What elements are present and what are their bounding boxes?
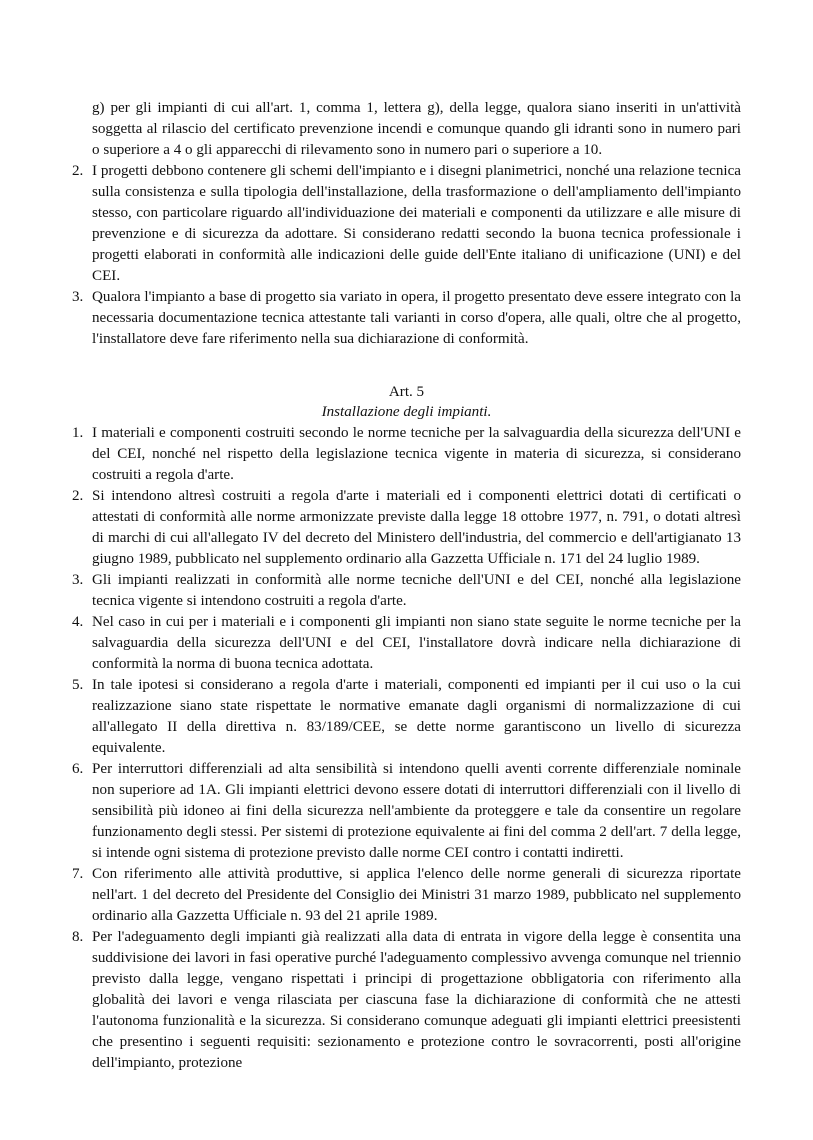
list-item-number: 2. <box>72 488 84 504</box>
list-item-number: 3. <box>72 289 84 305</box>
list-item <box>72 161 741 287</box>
article-heading: Art. 5 <box>388 384 425 400</box>
list-item-number: 8. <box>72 929 84 945</box>
list-item <box>72 423 741 486</box>
list-item <box>72 570 741 612</box>
list-item-text: Per interruttori differenziali ad alta sensibilità si intendono quelli aventi corrente differenziale nominale non superiore ad 1A. Gli impianti elettrici devono essere dotati di interruttori differenziali con il livello di sensibilità più idoneo ai fini della sicurezza nell'ambiente da proteggere e tale da consentire un regolare funzionamento degli stessi. Per sistemi di protezione equivalente ai fini del comma 2 dell'art. 7 della legge, si intende ogni sistema di protezione previsto dalle norme CEI contro i contatti indiretti. <box>92 761 741 861</box>
list-item-text: Qualora l'impianto a base di progetto sia variato in opera, il progetto presentato deve essere integrato con la necessaria documentazione tecnica attestante tali varianti in corso d'opera, alle quali, oltre che al progetto, l'installatore deve fare riferimento nella sua dichiarazione di conformità. <box>92 289 742 347</box>
list-item <box>72 486 741 570</box>
list-item <box>72 927 741 1074</box>
art5-list <box>72 423 741 1074</box>
list-item <box>72 864 741 927</box>
list-item-number: 5. <box>72 677 84 693</box>
article-subtitle: Installazione degli impianti. <box>321 404 492 420</box>
list-item-text: In tale ipotesi si considerano a regola d'arte i materiali, componenti ed impianti per il cui uso o la cui realizzazione siano state rispettate le normative emanate dagli organismi di normalizzazione di cui all'allegato II della direttiva n. 83/189/CEE, se dette norme garantiscono un livello di sicurezza equivalente. <box>92 677 741 756</box>
list-item-text: Gli impianti realizzati in conformità alle norme tecniche dell'UNI e del CEI, nonché alla legislazione tecnica vigente si intendono costruiti a regola d'arte. <box>92 572 741 609</box>
list-item-number: 6. <box>72 761 84 777</box>
art4-list <box>72 161 741 350</box>
list-item-text: Nel caso in cui per i materiali e i componenti gli impianti non siano state seguite le norme tecniche per la salvaguardia della sicurezza dell'UNI e del CEI, l'installatore dovrà indicare nella dichiarazione di conformità la norma di buona tecnica adottata. <box>92 614 741 672</box>
list-item-text: I progetti debbono contenere gli schemi dell'impianto e i disegni planimetrici, nonché una relazione tecnica sulla consistenza e sulla tipologia dell'installazione, della trasformazione o dell'ampliamento dell'impianto stesso, con particolare riguardo all'individuazione dei materiali e componenti da utilizzare e alle misure di prevenzione e di sicurezza da adottare. Si considerano redatti secondo la buona tecnica professionale i progetti elaborati in conformità alle indicazioni delle guide dell'Ente italiano di unificazione (UNI) e del CEI. <box>92 163 741 284</box>
list-item-text: I materiali e componenti costruiti secondo le norme tecniche per la salvaguardia della sicurezza dell'UNI e del CEI, nonché nel rispetto della legislazione tecnica vigente in materia di sicurezza, si considerano costruiti a regola d'arte. <box>92 425 741 483</box>
list-item-text: Si intendono altresì costruiti a regola d'arte i materiali ed i componenti elettrici dotati di certificati o attestati di conformità alle norme armonizzate previste dalla legge 18 ottobre 1977, n. 791, o dotati altresì di marchi di cui all'allegato IV del decreto del Ministero dell'industria, del commercio e dell'artigianato 13 giugno 1989, pubblicato nel supplemento ordinario alla Gazzetta Ufficiale n. 171 del 24 luglio 1989. <box>92 488 741 567</box>
list-item-number: 4. <box>72 614 84 630</box>
list-item-number: 3. <box>72 572 84 588</box>
list-item <box>72 612 741 675</box>
list-item-number: 2. <box>72 163 84 179</box>
list-item-text: Con riferimento alle attività produttive, si applica l'elenco delle norme generali di sicurezza riportate nell'art. 1 del decreto del Presidente del Consiglio dei Ministri 31 marzo 1989, pubblicato nel supplemento ordinario alla Gazzetta Ufficiale n. 93 del 21 aprile 1989. <box>92 866 741 924</box>
list-item <box>72 675 741 759</box>
list-item-number: 1. <box>72 425 84 441</box>
list-item-text: Per l'adeguamento degli impianti già realizzati alla data di entrata in vigore della legge è consentita una suddivisione dei lavori in fasi operative purché l'adeguamento complessivo avvenga comunque nel triennio previsto dalla legge, vengano rispettati i principi di progettazione obbligatoria con riferimento alla globalità dei lavori e venga rilasciata per ciascuna fase la dichiarazione di conformità che ne attesti l'autonoma funzionalità e la sicurezza. Si considerano comunque adeguati gli impianti elettrici preesistenti che presentino i seguenti requisiti: sezionamento e protezione contro le sovracorrenti, posti all'origine dell'impianto, protezione <box>92 929 741 1071</box>
list-item <box>72 287 741 350</box>
document-body <box>72 98 741 1074</box>
list-item-number: 7. <box>72 866 84 882</box>
intro-paragraph: g) per gli impianti di cui all'art. 1, comma 1, lettera g), della legge, qualora siano inseriti in un'attività soggetta al rilascio del certificato prevenzione incendi e comunque quando gli idranti sono in numero pari o superiore a 4 o gli apparecchi di rilevamento sono in numero pari o superiore a 10. <box>92 100 741 158</box>
list-item <box>72 759 741 864</box>
